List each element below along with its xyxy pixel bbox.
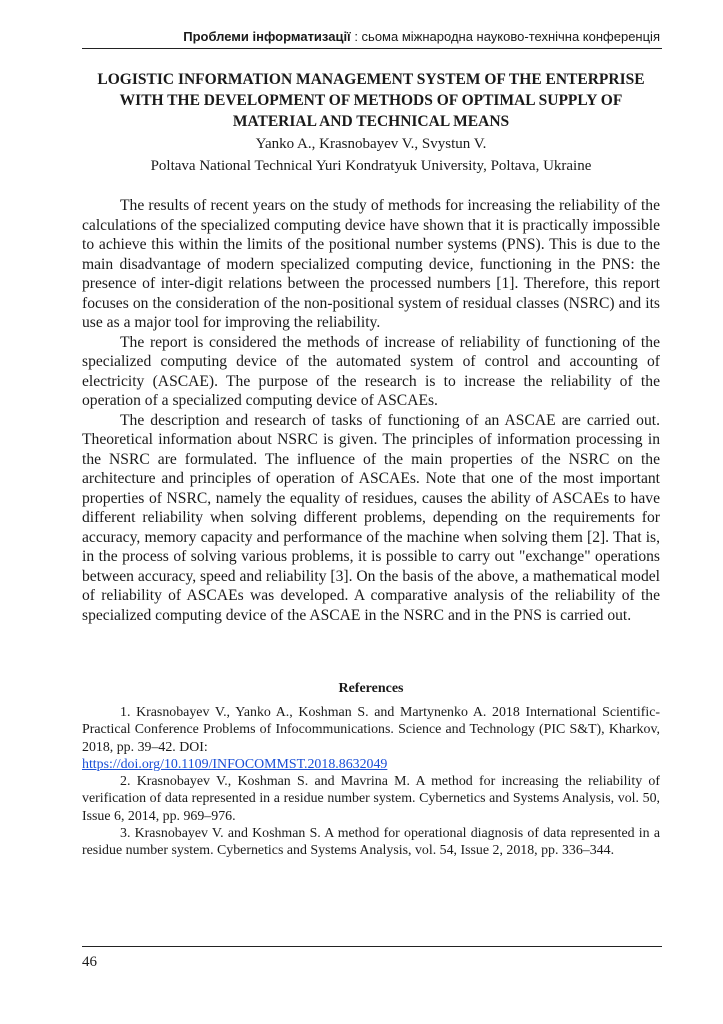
references-list <box>82 704 660 860</box>
reference-item-3: 3. Krasnobayev V. and Koshman S. A method for operational diagnosis of data represented in a residue number system. Cybernetics and Systems Analysis, vol. 54, Issue 2, 2018, pp. 336–344. <box>82 826 660 859</box>
reference-item-1 <box>82 704 660 773</box>
paper-title: LOGISTIC INFORMATION MANAGEMENT SYSTEM OF THE ENTERPRISE WITH THE DEVELOPMENT OF METHODS OF OPTIMAL SUPPLY OF MATERIAL AND TECHNICAL MEANS <box>97 71 645 130</box>
running-header-journal: Проблеми інформатизації <box>183 29 351 44</box>
abstract-body <box>82 196 660 625</box>
body-paragraph-3: The description and research of tasks of functioning of an ASCAE are carried out. Theoretical information about NSRC is given. The principles of information processing in the NSRC are formulated. The influence of the main properties of the NSRC on the architecture and principles of operation of ASCAEs. Note that one of the most important properties of NSRC, namely the equality of residues, causes the ability of ASCAEs to have different reliability when solving different problems, depending on the requirements for accuracy, memory capacity and performance of the machine when solving them [2]. That is, in the process of solving various problems, it is possible to carry out "exchange" operations between accuracy, speed and reliability [3]. On the basis of the above, a mathematical model of reliability of ASCAEs was developed. A comparative analysis of the reliability of the specialized computing device of the ASCAE in the NSRC and in the PNS is carried out. <box>82 411 660 624</box>
reference-1-doi-link[interactable]: https://doi.org/10.1109/INFOCOMMST.2018.8632049 <box>82 756 388 772</box>
reference-1-text: 1. Krasnobayev V., Yanko A., Koshman S. and Martynenko A. 2018 International Scientific-Practical Conference Problems of Infocommunications. Science and Technology (PIC S&T), Kharkov, 2018, pp. 39–42. DOI: <box>82 705 660 755</box>
header-rule <box>82 48 662 49</box>
body-paragraph-2: The report is considered the methods of increase of reliability of functioning of the specialized computing device of the automated system of control and accounting of electricity (ASCAE). The purpose of the research is to increase the reliability of the operation of a specialized computing device of ASCAEs. <box>82 333 660 409</box>
reference-item-2: 2. Krasnobayev V., Koshman S. and Mavrina M. A method for increasing the reliability of verification of data represented in a residue number system. Cybernetics and Systems Analysis, vol. 50, Issue 6, 2014, pp. 969–976. <box>82 774 660 824</box>
references-heading: References <box>338 681 404 696</box>
running-header <box>82 29 660 45</box>
paper-authors: Yanko A., Krasnobayev V., Svystun V. <box>255 136 487 152</box>
page-number: 46 <box>82 954 97 970</box>
paper-affiliation: Poltava National Technical Yuri Kondratyuk University, Poltava, Ukraine <box>150 158 592 174</box>
body-paragraph-1: The results of recent years on the study of methods for increasing the reliability of the calculations of the specialized computing device have shown that it is practically impossible to achieve this within the limits of the positional number systems (PNS). This is due to the main disadvantage of modern specialized computing device, functioning in the PNS: the presence of inter-digit relations between the processed numbers [1]. Therefore, this report focuses on the consideration of the non-positional system of residual classes (NSRC) and its use as a major tool for improving the reliability. <box>82 197 660 331</box>
running-header-conference: : сьома міжнародна науково-технічна конференція <box>350 29 660 44</box>
footer-rule <box>82 946 662 947</box>
